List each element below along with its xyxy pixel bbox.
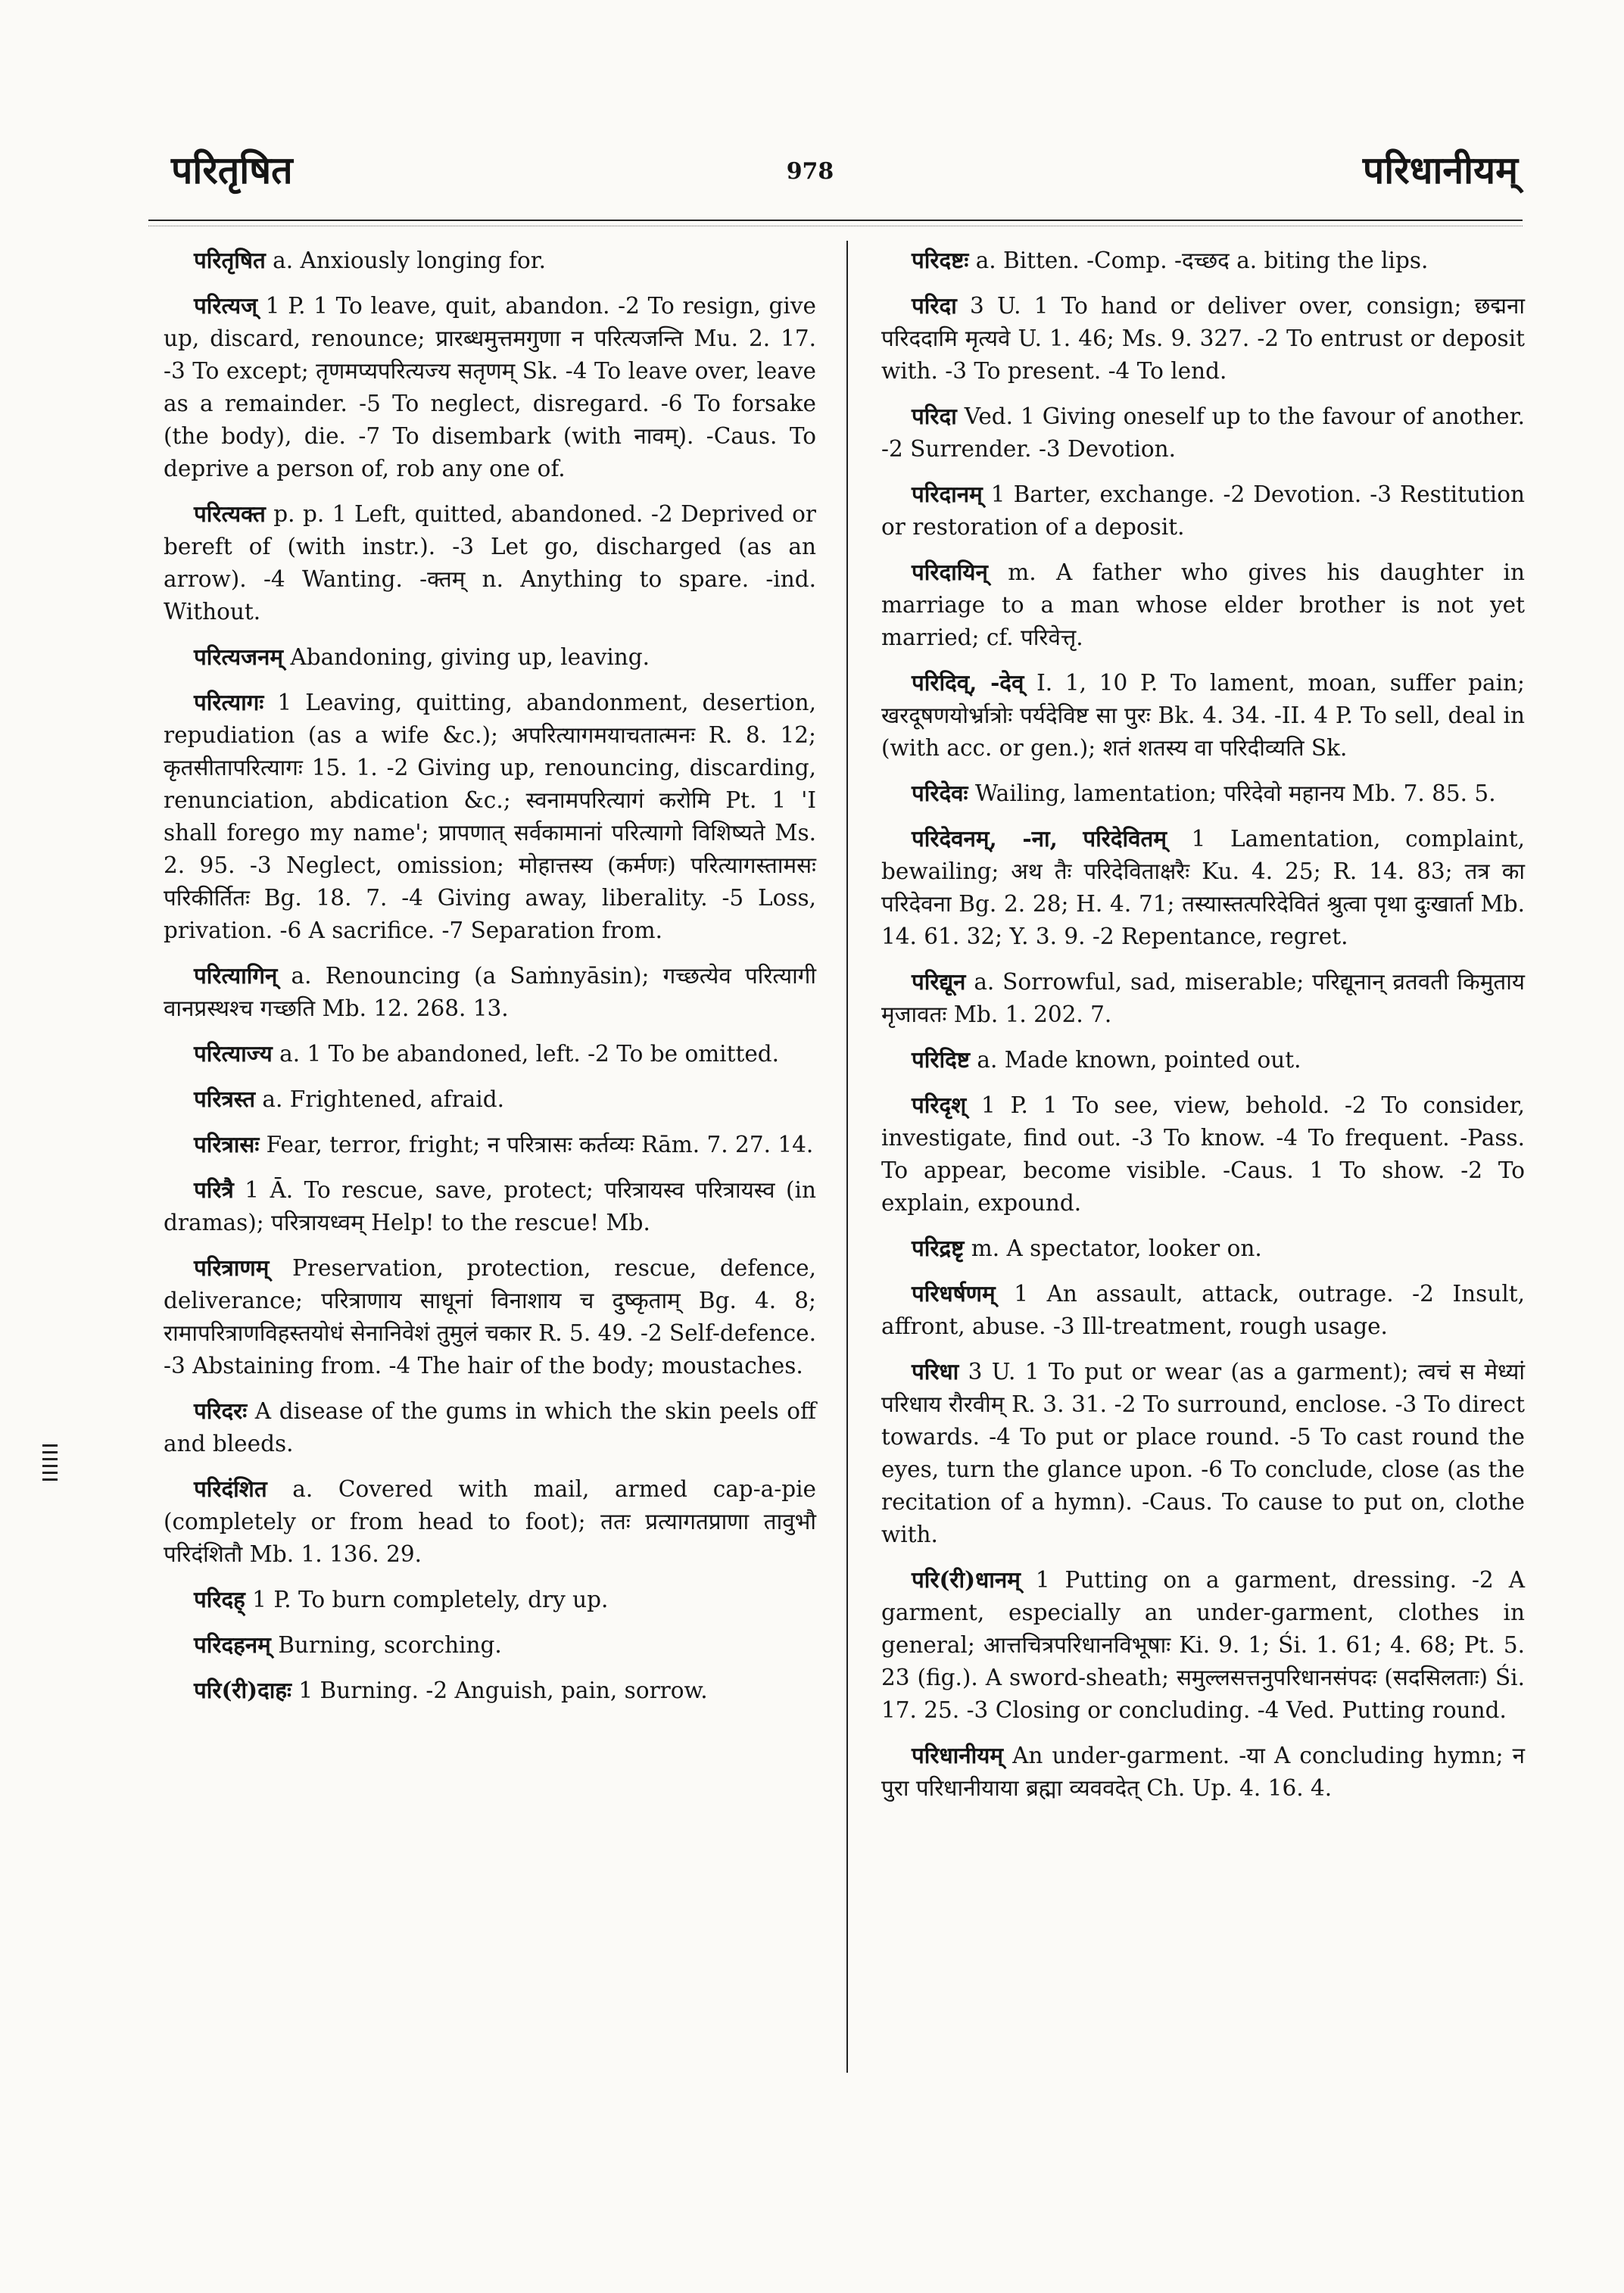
definition: 1 P. 1 To see, view, behold. -2 To consider, investigate, find out. -3 To know. -4 To frequent. -Pass. To appear, become visible. -Caus. 1 To show. -2 To explain, expound. [881,1092,1525,1216]
headword: परिद्रष्टृ [912,1235,965,1261]
column-separator [846,241,848,2073]
running-head-right: परिधानीयम् [1362,148,1518,192]
headword: परिदा [912,292,957,319]
dictionary-entry [164,497,816,628]
headword: परित्रस्त [194,1086,256,1112]
headword: परित्यज् [194,292,258,319]
headword: परिदष्टः [912,247,969,273]
definition: Abandoning, giving up, leaving. [283,644,650,670]
headword: परित्यजनम् [194,643,284,670]
dictionary-entry [164,1628,816,1662]
dictionary-entry [881,1277,1525,1343]
headword: परिदानम् [912,481,983,507]
dictionary-entry [881,1043,1525,1076]
headword: परिदेवनम्, -ना, परिदेवितम् [912,825,1167,852]
definition: 3 U. 1 To hand or deliver over, consign; छद्मना परिददामि मृत्यवे U. 1. 46; Ms. 9. 327. -2 To entrust or deposit with. -3 To present. -4 To lend. [881,293,1525,384]
running-head-left: परितृषित [171,148,293,192]
definition: 1 Putting on a garment, dressing. -2 A garment, especially an under-garment, clothes in general; आत्तचित्रपरिधानविभूषाः Ki. 9. 1; Śi. 1. 61; 4. 68; Pt. 5. 23 (fig.). A sword-sheath; समुल्लसत्तनुपरिधानसंपदः (सदसिलताः) Śi. 17. 25. -3 Closing or concluding. -4 Ved. Putting round. [881,1567,1525,1723]
headword: परिधर्षणम् [912,1280,996,1307]
headword: परिदेवः [912,780,968,806]
definition: m. A father who gives his daughter in marriage to a man whose elder brother is not yet married; cf. परिवेत्तृ. [881,559,1525,650]
definition: I. 1, 10 P. To lament, moan, suffer pain; खरदूषणयोर्भ्रात्रोः पर्यदेविष्ट सा पुरः Bk. 4. 34. -II. 4 P. To sell, deal in (with acc. or gen.); शतं शतस्य वा परिदीव्यति Sk. [881,670,1525,761]
right-column [881,244,1525,1817]
dictionary-entry [164,1083,816,1116]
headword: परिदरः [194,1397,248,1424]
headword: परितृषित [194,247,266,273]
definition: a. Renouncing (a Saṁnyāsin); गच्छत्येव परित्यागी वानप्रस्थश्च गच्छति Mb. 12. 268. 13. [164,963,816,1021]
definition: a. 1 To be abandoned, left. -2 To be omitted. [272,1041,780,1067]
dictionary-entry [881,1563,1525,1727]
dictionary-entry [881,1089,1525,1220]
dictionary-entry [164,640,816,674]
dictionary-entry [881,1739,1525,1805]
headword: परिदंशित [194,1475,267,1502]
dictionary-entry [881,965,1525,1031]
headword: परित्यागिन् [194,962,278,989]
headword: परिधानीयम् [912,1742,1004,1768]
definition: 1 P. 1 To leave, quit, abandon. -2 To resign, give up, discard, renounce; प्रारब्धमुत्तमगुणा न परित्यजन्ति Mu. 2. 17. -3 To except; तृणमप्यपरित्यज्य सतृणम् Sk. -4 To leave over, leave as a remainder. -5 To neglect, disregard. -6 To forsake (the body), die. -7 To disembark (with नावम्). -Caus. To deprive a person of, rob any one of. [164,293,816,481]
headword: परिदृश् [912,1092,967,1118]
dictionary-entry [881,400,1525,466]
definition: 1 Leaving, quitting, abandonment, desertion, repudiation (as a wife &c.); अपरित्यागमयाचतात्मनः R. 8. 12; कृतसीतापरित्यागः 15. 1. -2 Giving up, renouncing, discarding, renunciation, abdication &c.; स्वनामपरित्यागं करोमि Pt. 1 'I shall forego my name'; प्रापणात् सर्वकामानां परित्यागो विशिष्यते Ms. 2. 95. -3 Neglect, omission; मोहात्तस्य (कर्मणः) परित्यागस्तामसः परिकीर्तितः Bg. 18. 7. -4 Giving away, liberality. -5 Loss, privation. -6 A sacrifice. -7 Separation from. [164,690,816,943]
dictionary-entry [164,1128,816,1161]
dictionary-entry [881,1232,1525,1265]
definition: Burning, scorching. [270,1632,502,1658]
dictionary-entry [881,666,1525,765]
dictionary-entry [164,686,816,947]
dictionary-entry [881,244,1525,277]
definition: a. Covered with mail, armed cap-a-pie (completely or from head to foot); ततः प्रत्यागतप्राणा तावुभौ परिदंशितौ Mb. 1. 136. 29. [164,1476,816,1567]
dictionary-entry [881,777,1525,810]
page-number: 978 [786,158,834,185]
definition: An under-garment. -या A concluding hymn; न पुरा परिधानीयाया ब्रह्मा व्यववदेत् Ch. Up. 4. 16. 4. [881,1743,1525,1801]
definition: a. Bitten. -Comp. -दच्छद a. biting the lips. [968,248,1429,273]
dictionary-entry [164,244,816,277]
dictionary-entry [164,1173,816,1239]
headword: परिदहनम् [194,1631,271,1658]
headword: परित्यक्त [194,500,266,527]
dictionary-entry [164,289,816,485]
definition: Ved. 1 Giving oneself up to the favour of another. -2 Surrender. -3 Devotion. [881,403,1525,462]
dictionary-entry [164,1394,816,1460]
definition: Fear, terror, fright; न परित्रासः कर्तव्यः Rām. 7. 27. 14. [259,1132,814,1157]
definition: 1 An assault, attack, outrage. -2 Insult, affront, abuse. -3 Ill-treatment, rough usage. [881,1281,1525,1339]
definition: 3 U. 1 To put or wear (as a garment); त्वचं स मेध्यां परिधाय रौरवीम् R. 3. 31. -2 To surround, enclose. -3 To direct towards. -4 To put or place round. -5 To cast round the eyes, turn the glance upon. -6 To conclude, close (as the recitation of a hymn). -Caus. To cause to put on, clothe with. [881,1359,1525,1547]
headword: परित्रासः [194,1131,260,1157]
dictionary-entry [881,822,1525,953]
headword: परिदह् [194,1586,245,1612]
dictionary-entry [164,1251,816,1382]
definition: m. A spectator, looker on. [964,1235,1262,1261]
definition: 1 Ā. To rescue, save, protect; परित्रायस्व परित्रायस्व (in dramas); परित्रायध्वम् Help! to the rescue! Mb. [164,1177,816,1235]
definition: Preservation, protection, rescue, defence, deliverance; परित्राणाय साधूनां विनाशाय च दुष्कृताम् Bg. 4. 8; रामापरित्राणविहस्तयोधं सेनानिवेशं तुमुलं चकार R. 5. 49. -2 Self-defence. -3 Abstaining from. -4 The hair of the body; moustaches. [164,1255,816,1379]
dictionary-entry [164,1037,816,1070]
headword: परित्यागः [194,689,264,715]
headword: परित्राणम् [194,1254,270,1281]
definition: a. Made known, pointed out. [970,1047,1301,1073]
headword: परित्रै [194,1176,234,1203]
headword: परि(री)दाहः [194,1677,292,1703]
dictionary-entry [164,1674,816,1707]
left-column [164,244,816,1719]
definition: Wailing, lamentation; परिदेवो महानय Mb. 7. 85. 5. [968,780,1496,806]
dictionary-entry [881,289,1525,388]
dictionary-entry [881,556,1525,654]
definition: 1 Burning. -2 Anguish, pain, sorrow. [291,1678,708,1703]
dictionary-entry [164,1583,816,1616]
headword: परिदायिन् [912,559,988,585]
dictionary-entry [881,1355,1525,1551]
headword: परिदिष्ट [912,1046,970,1073]
headword: परित्याज्य [194,1040,273,1067]
headword: परिदा [912,403,957,429]
margin-marks [42,1444,61,1490]
headword: परि(री)धानम् [912,1566,1021,1593]
definition: A disease of the gums in which the skin peels off and bleeds. [164,1398,816,1456]
definition: a. Anxiously longing for. [265,248,546,273]
definition: p. p. 1 Left, quitted, abandoned. -2 Deprived or bereft of (with instr.). -3 Let go, discharged (as an arrow). -4 Wanting. -क्तम् n. Anything to spare. -ind. Without. [164,501,816,625]
definition: a. Frightened, afraid. [255,1086,504,1112]
definition: 1 Lamentation, complaint, bewailing; अथ तैः परिदेविताक्षरैः Ku. 4. 25; R. 14. 83; तत्र का परिदेवना Bg. 2. 28; H. 4. 71; तस्यास्तत्परिदेवितं श्रुत्वा पृथा दुःखार्ता Mb. 14. 61. 32; Y. 3. 9. -2 Repentance, regret. [881,826,1525,949]
definition: 1 Barter, exchange. -2 Devotion. -3 Restitution or restoration of a deposit. [881,481,1525,540]
definition: 1 P. To burn completely, dry up. [245,1587,609,1612]
headword: परिधा [912,1358,959,1385]
headword: परिदिव्, -देव् [912,669,1024,696]
dictionary-entry [164,1472,816,1571]
header-rule [148,220,1523,221]
definition: a. Sorrowful, sad, miserable; परिद्यूनान् व्रतवती किमुताय मृजावतः Mb. 1. 202. 7. [881,969,1525,1027]
dictionary-entry [164,959,816,1025]
headword: परिद्यून [912,968,966,995]
dictionary-entry [881,478,1525,544]
